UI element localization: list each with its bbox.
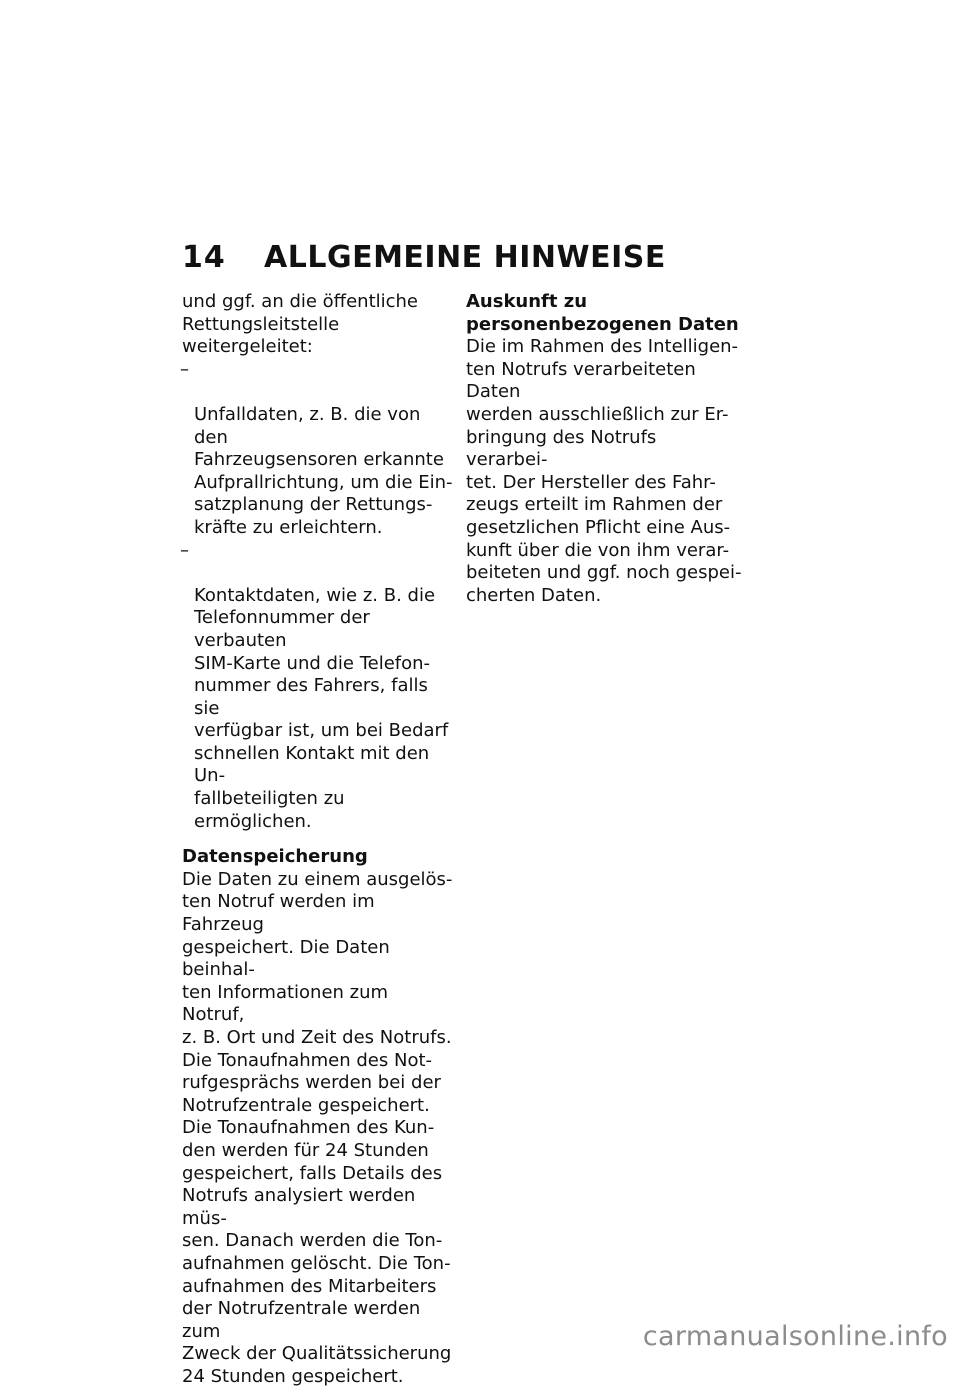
- paragraph: Die Tonaufnahmen des Not- rufgesprächs werden bei der Notrufzentrale gespeichert.: [182, 1049, 441, 1116]
- paragraph: Die Daten zu einem ausgelös- ten Notruf werden im Fahrzeug gespeichert. Die Daten beinhal- ten Informationen zum Notruf, z. B. Ort und Zeit des Notrufs.: [182, 868, 453, 1048]
- bullet-dash: –: [180, 358, 189, 380]
- bullet-list: [182, 359, 454, 833]
- list-item-text: Kontaktdaten, wie z. B. die Telefonnummer der verbauten SIM-Karte und die Telefon- nummer des Fahrers, falls sie verfügbar ist, um bei Bedarf schnellen Kontakt mit den Un- fallbeteiligten zu ermöglichen.: [194, 584, 449, 832]
- paragraph: Die Tonaufnahmen des Kun- den werden für 24 Stunden gespeichert, falls Details des Notrufs analysiert werden müs- sen. Danach werden die Ton- aufnahmen gelöscht. Die Ton- aufnahmen des Mitarbeiters der Notrufzentrale werden zum Zweck der Qualitätssicherung 24 Stunden gespeichert.: [182, 1117, 452, 1387]
- watermark-link[interactable]: carmanualsonline.info: [642, 1321, 948, 1352]
- section-heading-auskunft: Auskunft zu personenbezogenen Daten: [466, 291, 739, 335]
- intro-paragraph: und ggf. an die öffentliche Rettungsleitstelle weitergeleitet:: [182, 291, 419, 358]
- section-heading-datenspeicherung: Datenspeicherung: [182, 846, 368, 868]
- chapter-title: ALLGEMEINE HINWEISE: [264, 240, 666, 275]
- list-item-text: Unfalldaten, z. B. die von den Fahrzeugsensoren erkannte Aufprallrichtung, um die Ein- satzplanung der Rettungs- kräfte zu erleichtern.: [194, 403, 453, 538]
- page-header: [182, 240, 666, 275]
- paragraph: Die im Rahmen des Intelligen- ten Notrufs verarbeiteten Daten werden ausschließlich zur Er- bringung des Notrufs verarbei- tet. Der Hersteller des Fahr- zeugs erteilt im Rahmen der gesetzlichen Pflicht eine Aus- kunft über die von ihm verar- beiteten und ggf. noch gespei- cherten Daten.: [466, 336, 742, 606]
- list-item: [182, 540, 454, 834]
- right-column: [466, 291, 742, 607]
- left-column: [182, 291, 454, 1389]
- list-item: [182, 359, 454, 540]
- bullet-dash: –: [180, 539, 189, 561]
- chapter-number: 14: [182, 240, 226, 275]
